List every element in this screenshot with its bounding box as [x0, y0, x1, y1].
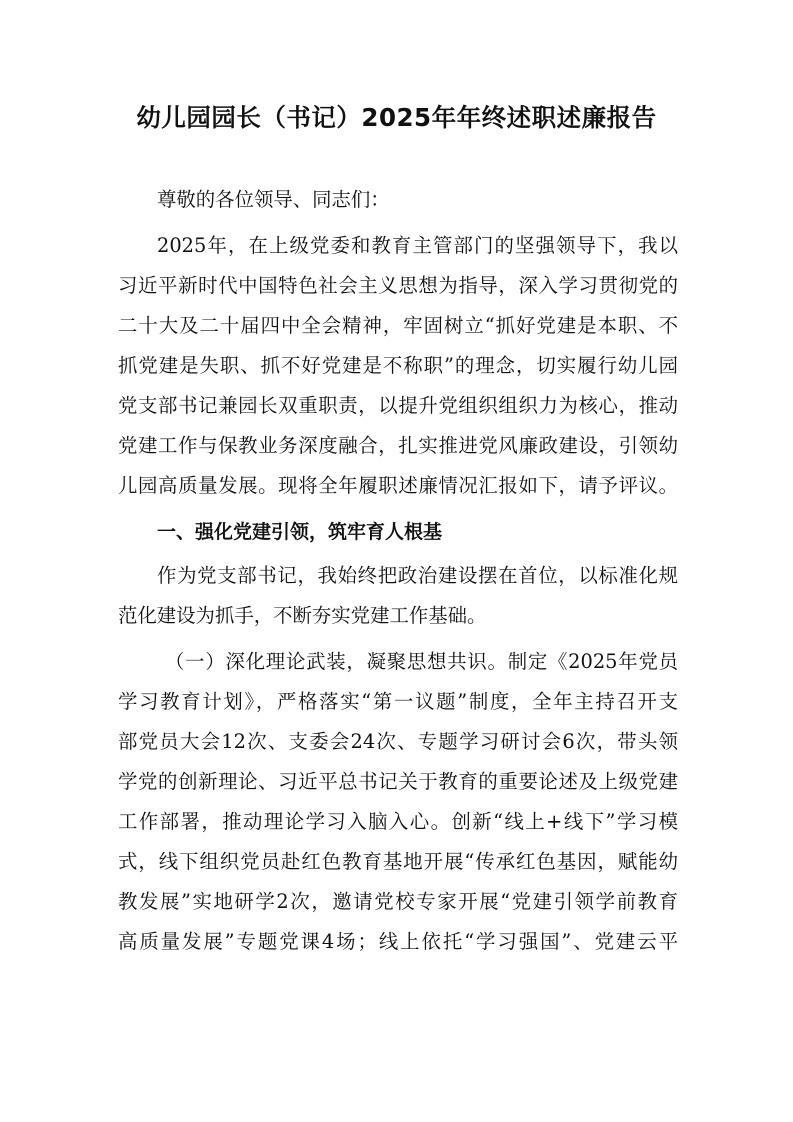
paragraph-line: 习近平新时代中国特色社会主义思想为指导，深入学习贯彻党的: [118, 274, 678, 297]
paragraph-line: 工作部署，推动理论学习入脑入心。创新“线上+线下”学习模: [118, 810, 678, 833]
paragraph-line: 2025年，在上级党委和教育主管部门的坚强领导下，我以: [157, 234, 678, 257]
salutation: 尊敬的各位领导、同志们：: [157, 188, 390, 211]
paragraph-line: 抓党建是失职、抓不好党建是不称职”的理念，切实履行幼儿园: [118, 354, 678, 377]
paragraph-line: 式，线下组织党员赴红色教育基地开展“传承红色基因，赋能幼: [118, 850, 678, 873]
paragraph-line: 教发展”实地研学2次，邀请党校专家开展“党建引领学前教育: [118, 890, 678, 913]
paragraph-line: 部党员大会12次、支委会24次、专题学习研讨会6次，带头领: [118, 730, 678, 753]
paragraph-line: （一）深化理论武装，凝聚思想共识。制定《2025年党员: [165, 650, 678, 673]
section-heading: 一、强化党建引领，筑牢育人根基: [157, 521, 443, 543]
paragraph-line: 党建工作与保教业务深度融合，扎实推进党风廉政建设，引领幼: [118, 434, 678, 457]
paragraph-line: 学党的创新理论、习近平总书记关于教育的重要论述及上级党建: [118, 770, 678, 793]
paragraph-line: 高质量发展”专题党课4场；线上依托“学习强国”、党建云平: [118, 930, 678, 953]
paragraph-line: 二十大及二十届四中全会精神，牢固树立“抓好党建是本职、不: [118, 314, 678, 337]
paragraph-line: 儿园高质量发展。现将全年履职述廉情况汇报如下，请予评议。: [118, 474, 678, 497]
document-title: 幼儿园园长（书记）2025年年终述职述廉报告: [136, 103, 657, 132]
paragraph-line: 范化建设为抓手，不断夯实党建工作基础。: [118, 604, 487, 627]
paragraph-line: 作为党支部书记，我始终把政治建设摆在首位，以标准化规: [157, 564, 678, 587]
paragraph-line: 学习教育计划》，严格落实“第一议题”制度，全年主持召开支: [118, 690, 678, 713]
paragraph-line: 党支部书记兼园长双重职责，以提升党组织组织力为核心，推动: [118, 394, 678, 417]
